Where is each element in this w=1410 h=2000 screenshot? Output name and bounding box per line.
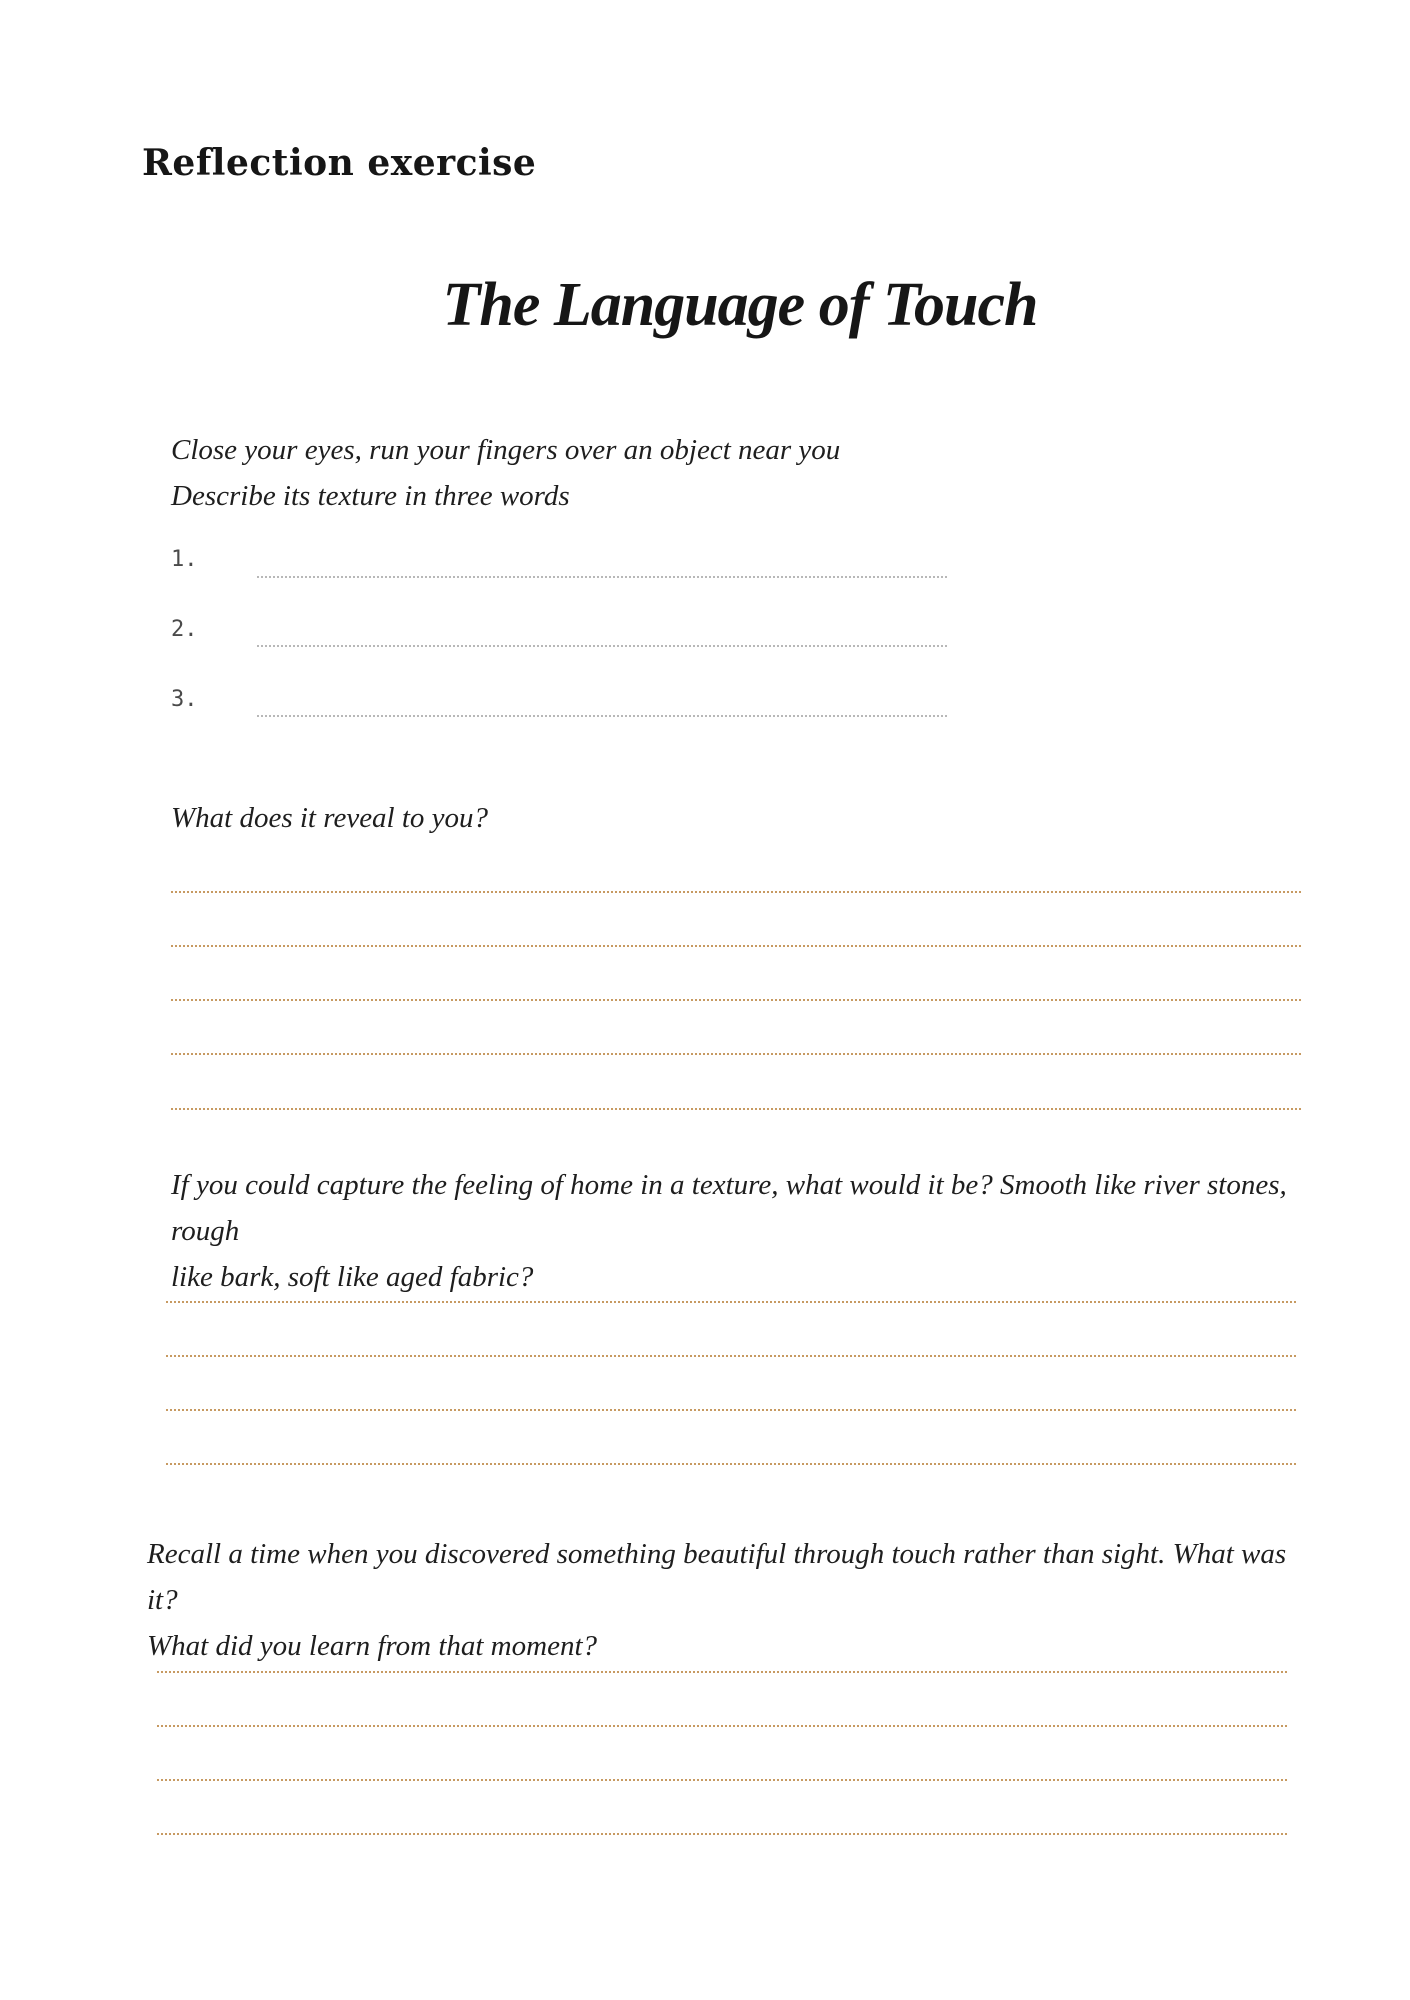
- home-writing-line-3[interactable]: [166, 1409, 1296, 1411]
- list-number-2: 2.: [171, 617, 198, 642]
- prompt-what-reveal: What does it reveal to you?: [171, 802, 489, 834]
- prompt-home-texture-line2: like bark, soft like aged fabric?: [171, 1261, 534, 1293]
- section-home-texture: [171, 1162, 1311, 1300]
- reveal-writing-line-1[interactable]: [171, 891, 1301, 893]
- list-number-1: 1.: [171, 547, 198, 572]
- prompt-close-eyes: Close your eyes, run your fingers over an object near you: [171, 434, 841, 466]
- page-title: The Language of Touch: [442, 271, 1038, 339]
- prompt-recall-line1: Recall a time when you discovered something beautiful through touch rather than sight. What was it?: [147, 1538, 1287, 1616]
- home-writing-line-4[interactable]: [166, 1463, 1296, 1465]
- reveal-writing-line-3[interactable]: [171, 999, 1301, 1001]
- section-recall-touch: [147, 1531, 1307, 1669]
- section-texture-words: [171, 427, 840, 519]
- home-writing-line-1[interactable]: [166, 1301, 1296, 1303]
- prompt-describe-texture: Describe its texture in three words: [171, 480, 570, 512]
- answer-line-2[interactable]: [257, 645, 947, 647]
- list-number-3: 3.: [171, 687, 198, 712]
- reveal-writing-line-2[interactable]: [171, 945, 1301, 947]
- answer-line-3[interactable]: [257, 715, 947, 717]
- worksheet-label: Reflection exercise: [142, 142, 537, 184]
- prompt-recall-line2: What did you learn from that moment?: [147, 1630, 597, 1662]
- reveal-writing-line-5[interactable]: [171, 1108, 1301, 1110]
- recall-writing-line-2[interactable]: [157, 1725, 1287, 1727]
- recall-writing-line-4[interactable]: [157, 1833, 1287, 1835]
- reveal-writing-line-4[interactable]: [171, 1053, 1301, 1055]
- answer-line-1[interactable]: [257, 576, 947, 578]
- prompt-home-texture-line1: If you could capture the feeling of home in a texture, what would it be? Smooth like river stones, rough: [171, 1169, 1287, 1247]
- recall-writing-line-3[interactable]: [157, 1779, 1287, 1781]
- recall-writing-line-1[interactable]: [157, 1671, 1287, 1673]
- home-writing-line-2[interactable]: [166, 1355, 1296, 1357]
